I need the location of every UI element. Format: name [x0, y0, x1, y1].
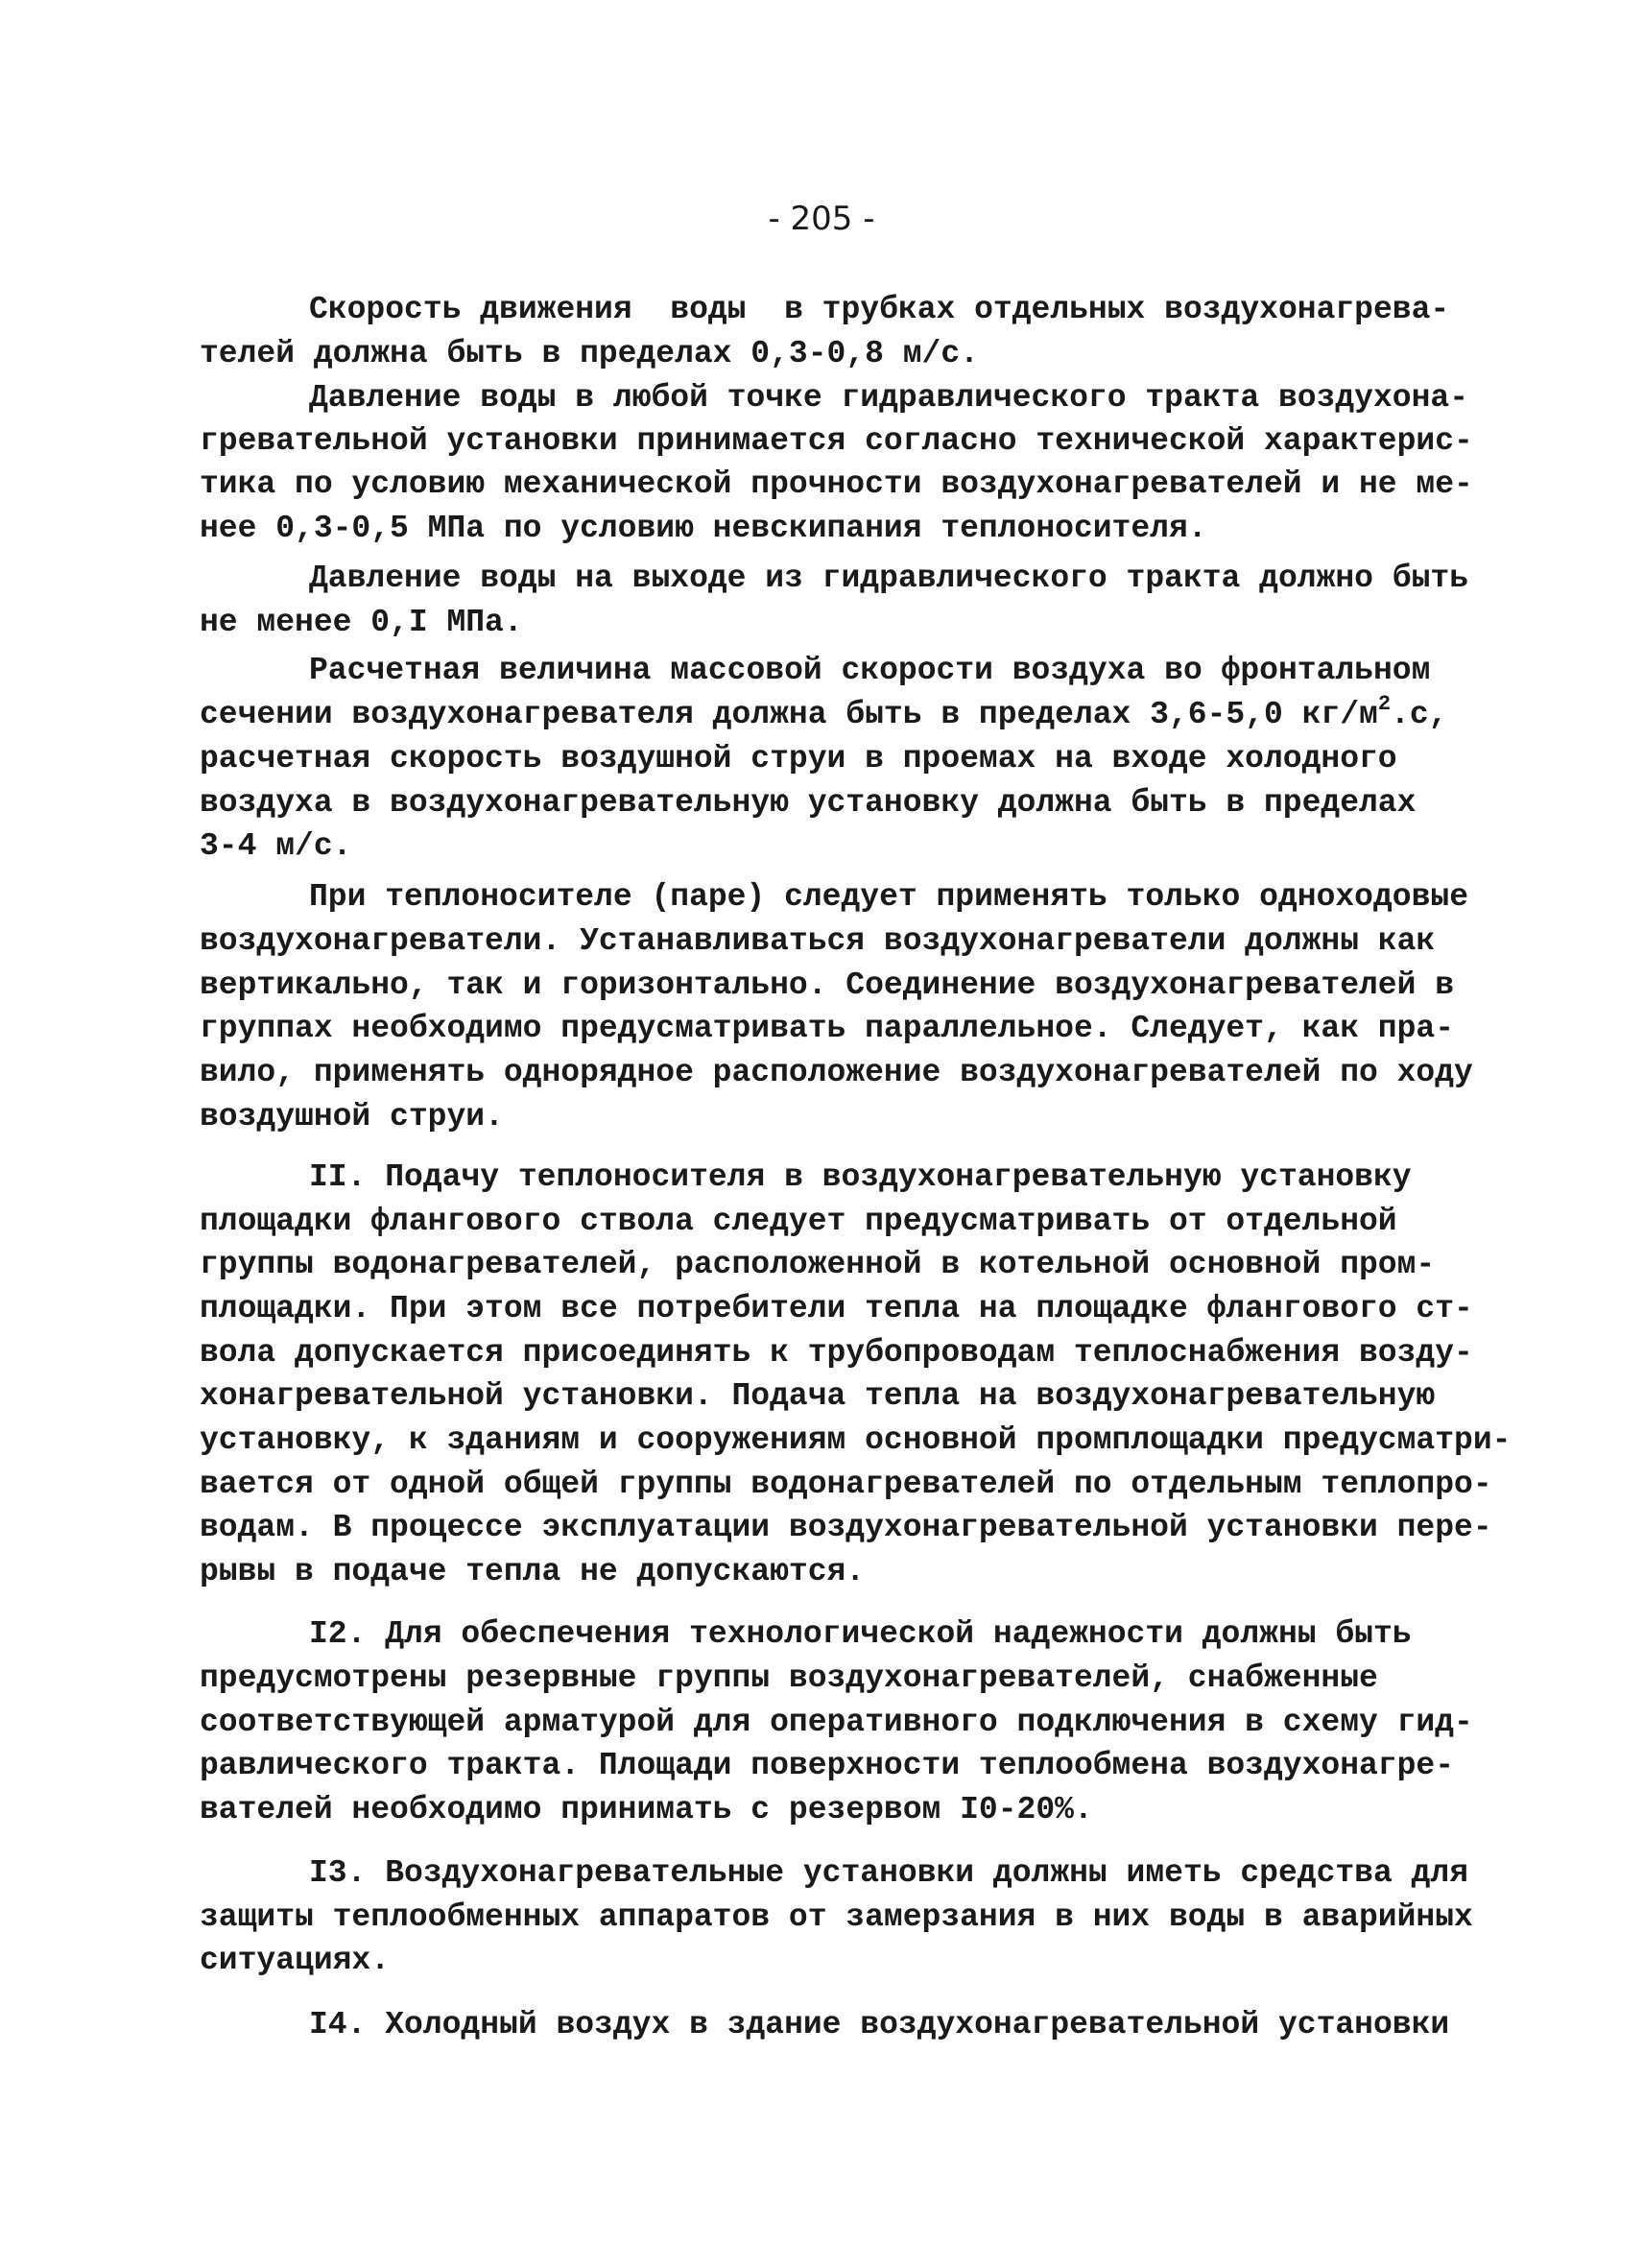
text-line: воздушной струи.: [200, 1099, 504, 1134]
text-line: вертикально, так и горизонтально. Соединение воздухонагревателей в: [200, 967, 1455, 1003]
text-line: вило, применять однорядное расположение воздухонагревателей по ходу: [200, 1055, 1473, 1090]
text-line: установку, к зданиям и сооружениям основной промплощадки предусматри-: [200, 1422, 1512, 1458]
text-line: ситуациях.: [200, 1943, 391, 1978]
text-line: I3. Воздухонагревательные установки должны иметь средства для: [309, 1855, 1468, 1891]
text-line: гревательной установки принимается согласно технической характерис-: [200, 423, 1473, 459]
text-segment: .с,: [1391, 697, 1448, 732]
text-line: Давление воды на выходе из гидравлического тракта должно быть: [309, 561, 1468, 596]
text-line: Скорость движения воды в трубках отдельных воздухонагрева-: [309, 292, 1450, 327]
text-line: равлического тракта. Площади поверхности теплообмена воздухонагре-: [200, 1748, 1455, 1783]
text-line: не менее 0,I МПа.: [200, 605, 523, 640]
text-line: предусмотрены резервные группы воздухонагревателей, снабженные: [200, 1660, 1378, 1696]
text-line: водам. В процессе эксплуатации воздухонагревательной установки пере-: [200, 1510, 1492, 1545]
text-line: вола допускается присоединять к трубопроводам теплоснабжения возду-: [200, 1335, 1473, 1371]
text-line: вается от одной общей группы водонагревателей по отдельным теплопро-: [200, 1467, 1492, 1502]
text-line: [200, 692, 1448, 734]
text-line: Давление воды в любой точке гидравлического тракта воздухона-: [309, 380, 1468, 416]
text-line: I4. Холодный воздух в здание воздухонагревательной установки: [309, 2007, 1450, 2042]
text-line: воздуха в воздухонагревательную установку должна быть в пределах: [200, 785, 1417, 821]
text-line: телей должна быть в пределах 0,3-0,8 м/с.: [200, 336, 979, 371]
text-line: 3-4 м/с.: [200, 828, 352, 864]
text-line: группы водонагревателей, расположенной в котельной основной пром-: [200, 1247, 1436, 1282]
text-line: соответствующей арматурой для оперативного подключения в схему гид-: [200, 1705, 1473, 1740]
text-line: защиты теплообменных аппаратов от замерзания в них воды в аварийных: [200, 1899, 1473, 1935]
text-line: При теплоносителе (паре) следует применять только одноходовые: [309, 879, 1468, 915]
text-line: расчетная скорость воздушной струи в проемах на входе холодного: [200, 741, 1397, 776]
text-line: площадки. При этом все потребители тепла на площадке флангового ст-: [200, 1291, 1473, 1326]
text-line: хонагревательной установки. Подача тепла на воздухонагревательную: [200, 1378, 1436, 1414]
text-line: площадки флангового ствола следует предусматривать от отдельной: [200, 1204, 1397, 1239]
text-line: рывы в подаче тепла не допускаются.: [200, 1554, 866, 1589]
text-line: вателей необходимо принимать с резервом I0-20%.: [200, 1792, 1093, 1827]
page-number: - 205 -: [768, 200, 875, 238]
text-line: воздухонагреватели. Устанавливаться воздухонагреватели должны как: [200, 923, 1436, 959]
text-line: нее 0,3-0,5 МПа по условию невскипания теплоносителя.: [200, 511, 1207, 546]
text-line: группах необходимо предусматривать параллельное. Следует, как пра-: [200, 1011, 1455, 1046]
text-line: I2. Для обеспечения технологической надежности должны быть: [309, 1616, 1412, 1652]
text-line: тика по условию механической прочности воздухонагревателей и не ме-: [200, 466, 1473, 502]
text-line: II. Подачу теплоносителя в воздухонагревательную установку: [309, 1159, 1412, 1195]
text-segment: сечении воздухонагревателя должна быть в пределах 3,6-5,0 кг/м: [200, 697, 1378, 732]
text-line: Расчетная величина массовой скорости воздуха во фронтальном: [309, 653, 1431, 688]
superscript-exponent: 2: [1377, 692, 1392, 716]
